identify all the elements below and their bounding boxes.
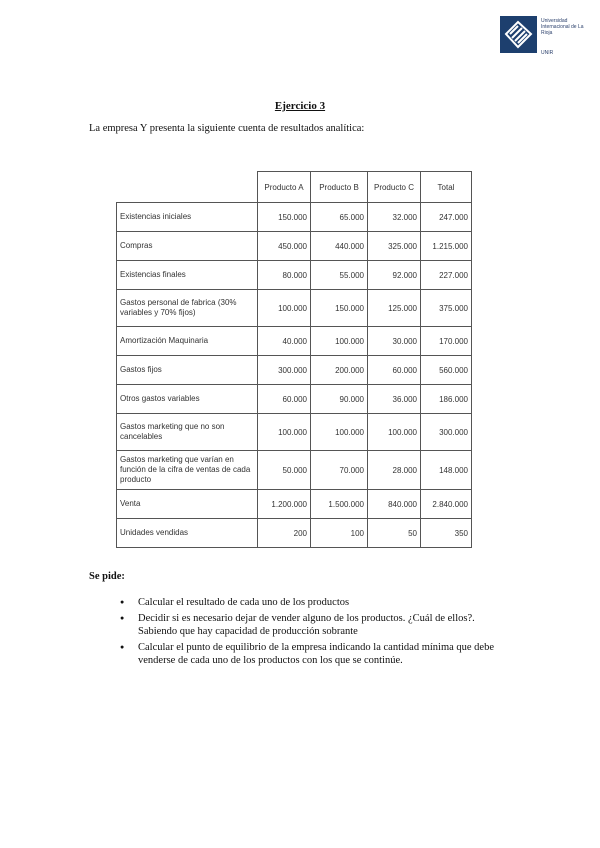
exercise-title: Ejercicio 3 — [274, 100, 326, 112]
header-cell: Total — [421, 172, 472, 203]
row-label: Compras — [117, 232, 258, 261]
table-cell: 40.000 — [258, 327, 311, 356]
table-cell: 30.000 — [368, 327, 421, 356]
table-row — [117, 451, 472, 490]
table-cell: 170.000 — [421, 327, 472, 356]
table-row — [117, 385, 472, 414]
table-cell: 32.000 — [368, 203, 421, 232]
table-row — [117, 490, 472, 519]
row-label: Gastos marketing que no son cancelables — [117, 414, 258, 451]
table-cell: 125.000 — [368, 290, 421, 327]
list-item: ● Calcular el resultado de cada uno de los productos — [120, 596, 510, 609]
table-cell: 1.200.000 — [258, 490, 311, 519]
table-cell: 1.500.000 — [311, 490, 368, 519]
table-cell: 55.000 — [311, 261, 368, 290]
table-header-row — [117, 172, 472, 203]
table-cell: 60.000 — [368, 356, 421, 385]
logo-mark — [500, 16, 537, 53]
table-cell: 100.000 — [311, 327, 368, 356]
list-item: ● Calcular el punto de equilibrio de la empresa indicando la cantidad mínima que debe venderse de cada uno de los productos con los que se continúe. — [120, 641, 510, 667]
table-cell: 36.000 — [368, 385, 421, 414]
table-cell: 100.000 — [368, 414, 421, 451]
table-cell: 50.000 — [258, 451, 311, 490]
table-cell: 150.000 — [258, 203, 311, 232]
table-cell: 100 — [311, 519, 368, 548]
logo-subtext: UNIR — [541, 50, 554, 56]
row-label: Gastos marketing que varían en función de la cifra de ventas de cada producto — [117, 451, 258, 490]
table-cell: 186.000 — [421, 385, 472, 414]
table-cell: 65.000 — [311, 203, 368, 232]
row-label: Gastos fijos — [117, 356, 258, 385]
table-row — [117, 414, 472, 451]
row-label: Amortización Maquinaria — [117, 327, 258, 356]
table-cell: 325.000 — [368, 232, 421, 261]
table-cell: 247.000 — [421, 203, 472, 232]
row-label: Gastos personal de fabrica (30% variables y 70% fijos) — [117, 290, 258, 327]
row-label: Existencias finales — [117, 261, 258, 290]
logo-text: Universidad Internacional de La Rioja — [541, 18, 584, 36]
table-cell: 90.000 — [311, 385, 368, 414]
table-cell: 80.000 — [258, 261, 311, 290]
university-logo — [500, 16, 590, 60]
table-cell: 1.215.000 — [421, 232, 472, 261]
table-cell: 840.000 — [368, 490, 421, 519]
table-cell: 70.000 — [311, 451, 368, 490]
task-list — [120, 596, 510, 670]
table-row — [117, 356, 472, 385]
table-cell: 300.000 — [258, 356, 311, 385]
table-cell: 150.000 — [311, 290, 368, 327]
row-label: Existencias iniciales — [117, 203, 258, 232]
header-cell: Producto B — [311, 172, 368, 203]
table-cell: 440.000 — [311, 232, 368, 261]
table-row — [117, 519, 472, 548]
table-cell: 92.000 — [368, 261, 421, 290]
table-row — [117, 290, 472, 327]
table-cell: 28.000 — [368, 451, 421, 490]
table-cell: 100.000 — [311, 414, 368, 451]
table-row — [117, 327, 472, 356]
intro-paragraph: La empresa Y presenta la siguiente cuenta de resultados analítica: — [89, 123, 365, 134]
table-row — [117, 261, 472, 290]
table-cell: 60.000 — [258, 385, 311, 414]
table-cell: 300.000 — [421, 414, 472, 451]
table-cell: 100.000 — [258, 290, 311, 327]
table-cell: 350 — [421, 519, 472, 548]
table-cell: 375.000 — [421, 290, 472, 327]
table-row — [117, 203, 472, 232]
table-cell: 2.840.000 — [421, 490, 472, 519]
table-cell: 200 — [258, 519, 311, 548]
header-corner-cell — [117, 172, 258, 203]
table-cell: 200.000 — [311, 356, 368, 385]
header-cell: Producto A — [258, 172, 311, 203]
table-row — [117, 232, 472, 261]
list-item: ● Decidir si es necesario dejar de vender alguno de los productos. ¿Cuál de ellos?. Sabiendo que hay capacidad de producción sobrante — [120, 612, 510, 638]
row-label: Unidades vendidas — [117, 519, 258, 548]
table-cell: 227.000 — [421, 261, 472, 290]
row-label: Otros gastos variables — [117, 385, 258, 414]
table-cell: 560.000 — [421, 356, 472, 385]
table-cell: 450.000 — [258, 232, 311, 261]
table-cell: 148.000 — [421, 451, 472, 490]
header-cell: Producto C — [368, 172, 421, 203]
table-cell: 100.000 — [258, 414, 311, 451]
table-cell: 50 — [368, 519, 421, 548]
tasks-heading: Se pide: — [89, 571, 125, 582]
row-label: Venta — [117, 490, 258, 519]
results-table — [116, 171, 472, 548]
